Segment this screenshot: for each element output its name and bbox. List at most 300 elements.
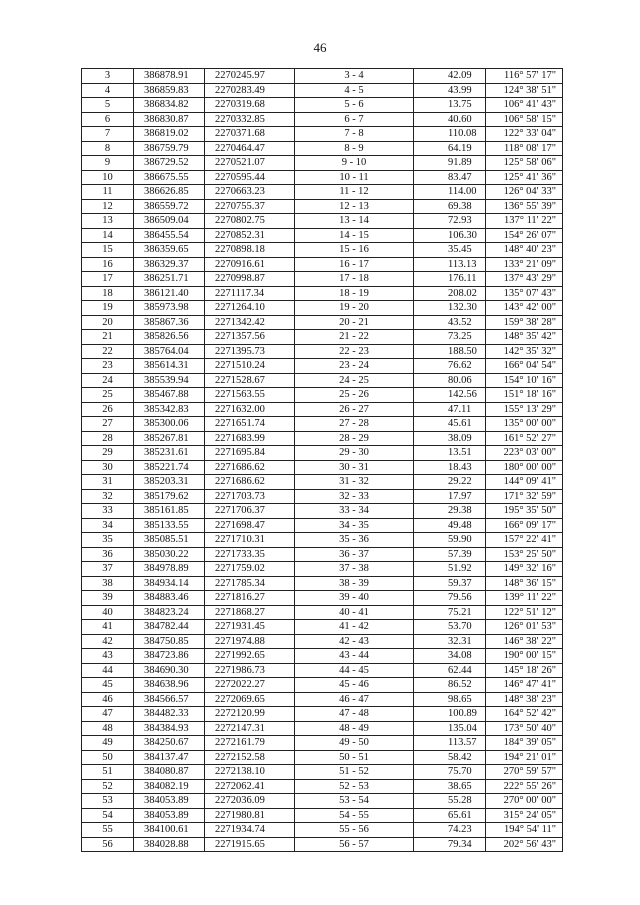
point-number-cell: 10: [82, 170, 134, 185]
length-cell: 64.19: [414, 141, 486, 156]
y-coordinate-cell: 2270755.37: [205, 199, 295, 214]
point-number-cell: 6: [82, 112, 134, 127]
length-cell: 75.21: [414, 605, 486, 620]
x-coordinate-cell: 384137.47: [134, 750, 205, 765]
length-cell: 73.25: [414, 330, 486, 345]
segment-cell: 8 - 9: [295, 141, 414, 156]
table-row: [82, 460, 563, 475]
point-number-cell: 22: [82, 344, 134, 359]
x-coordinate-cell: 385614.31: [134, 359, 205, 374]
bearing-cell: 142° 35' 32": [486, 344, 563, 359]
y-coordinate-cell: 2271931.45: [205, 620, 295, 635]
table-body: [82, 69, 563, 852]
x-coordinate-cell: 385179.62: [134, 489, 205, 504]
y-coordinate-cell: 2271706.37: [205, 504, 295, 519]
x-coordinate-cell: 385467.88: [134, 388, 205, 403]
table-row: [82, 605, 563, 620]
length-cell: 132.30: [414, 301, 486, 316]
point-number-cell: 54: [82, 808, 134, 823]
table-row: [82, 127, 563, 142]
segment-cell: 34 - 35: [295, 518, 414, 533]
x-coordinate-cell: 384823.24: [134, 605, 205, 620]
table-row: [82, 199, 563, 214]
bearing-cell: 180° 00' 00": [486, 460, 563, 475]
bearing-cell: 159° 38' 28": [486, 315, 563, 330]
bearing-cell: 151° 18' 16": [486, 388, 563, 403]
length-cell: 32.31: [414, 634, 486, 649]
y-coordinate-cell: 2271117.34: [205, 286, 295, 301]
length-cell: 72.93: [414, 214, 486, 229]
table-row: [82, 402, 563, 417]
table-row: [82, 475, 563, 490]
segment-cell: 49 - 50: [295, 736, 414, 751]
x-coordinate-cell: 386830.87: [134, 112, 205, 127]
length-cell: 110.08: [414, 127, 486, 142]
x-coordinate-cell: 384978.89: [134, 562, 205, 577]
segment-cell: 35 - 36: [295, 533, 414, 548]
x-coordinate-cell: 386859.83: [134, 83, 205, 98]
table-row: [82, 257, 563, 272]
x-coordinate-cell: 385539.94: [134, 373, 205, 388]
segment-cell: 56 - 57: [295, 837, 414, 852]
x-coordinate-cell: 385203.31: [134, 475, 205, 490]
table-row: [82, 576, 563, 591]
x-coordinate-cell: 384638.96: [134, 678, 205, 693]
length-cell: 79.34: [414, 837, 486, 852]
x-coordinate-cell: 386675.55: [134, 170, 205, 185]
table-row: [82, 301, 563, 316]
y-coordinate-cell: 2271528.67: [205, 373, 295, 388]
point-number-cell: 4: [82, 83, 134, 98]
point-number-cell: 35: [82, 533, 134, 548]
segment-cell: 55 - 56: [295, 823, 414, 838]
table-row: [82, 591, 563, 606]
bearing-cell: 126° 04' 33": [486, 185, 563, 200]
y-coordinate-cell: 2270332.85: [205, 112, 295, 127]
table-row: [82, 98, 563, 113]
y-coordinate-cell: 2270595.44: [205, 170, 295, 185]
bearing-cell: 148° 38' 23": [486, 692, 563, 707]
bearing-cell: 122° 51' 12": [486, 605, 563, 620]
table-row: [82, 837, 563, 852]
y-coordinate-cell: 2272138.10: [205, 765, 295, 780]
segment-cell: 42 - 43: [295, 634, 414, 649]
x-coordinate-cell: 385267.81: [134, 431, 205, 446]
segment-cell: 13 - 14: [295, 214, 414, 229]
bearing-cell: 166° 09' 17": [486, 518, 563, 533]
point-number-cell: 16: [82, 257, 134, 272]
table-row: [82, 721, 563, 736]
length-cell: 76.62: [414, 359, 486, 374]
table-row: [82, 634, 563, 649]
bearing-cell: 148° 40' 23": [486, 243, 563, 258]
x-coordinate-cell: 384690.30: [134, 663, 205, 678]
bearing-cell: 166° 04' 54": [486, 359, 563, 374]
bearing-cell: 153° 25' 50": [486, 547, 563, 562]
bearing-cell: 124° 38' 51": [486, 83, 563, 98]
length-cell: 53.70: [414, 620, 486, 635]
segment-cell: 20 - 21: [295, 315, 414, 330]
length-cell: 65.61: [414, 808, 486, 823]
bearing-cell: 133° 21' 09": [486, 257, 563, 272]
y-coordinate-cell: 2271510.24: [205, 359, 295, 374]
point-number-cell: 49: [82, 736, 134, 751]
segment-cell: 45 - 46: [295, 678, 414, 693]
table-row: [82, 170, 563, 185]
point-number-cell: 42: [82, 634, 134, 649]
x-coordinate-cell: 385973.98: [134, 301, 205, 316]
x-coordinate-cell: 384782.44: [134, 620, 205, 635]
segment-cell: 51 - 52: [295, 765, 414, 780]
length-cell: 58.42: [414, 750, 486, 765]
bearing-cell: 154° 10' 16": [486, 373, 563, 388]
x-coordinate-cell: 385300.06: [134, 417, 205, 432]
table-row: [82, 286, 563, 301]
x-coordinate-cell: 384053.89: [134, 808, 205, 823]
length-cell: 75.70: [414, 765, 486, 780]
y-coordinate-cell: 2272120.99: [205, 707, 295, 722]
y-coordinate-cell: 2271342.42: [205, 315, 295, 330]
x-coordinate-cell: 385085.51: [134, 533, 205, 548]
point-number-cell: 28: [82, 431, 134, 446]
bearing-cell: 195° 35' 50": [486, 504, 563, 519]
length-cell: 62.44: [414, 663, 486, 678]
y-coordinate-cell: 2272062.41: [205, 779, 295, 794]
point-number-cell: 8: [82, 141, 134, 156]
table-row: [82, 562, 563, 577]
length-cell: 29.22: [414, 475, 486, 490]
segment-cell: 36 - 37: [295, 547, 414, 562]
x-coordinate-cell: 385161.85: [134, 504, 205, 519]
length-cell: 17.97: [414, 489, 486, 504]
bearing-cell: 190° 00' 15": [486, 649, 563, 664]
length-cell: 59.37: [414, 576, 486, 591]
table-row: [82, 504, 563, 519]
point-number-cell: 31: [82, 475, 134, 490]
segment-cell: 32 - 33: [295, 489, 414, 504]
y-coordinate-cell: 2271264.10: [205, 301, 295, 316]
length-cell: 100.89: [414, 707, 486, 722]
x-coordinate-cell: 386834.82: [134, 98, 205, 113]
y-coordinate-cell: 2270521.07: [205, 156, 295, 171]
y-coordinate-cell: 2271785.34: [205, 576, 295, 591]
point-number-cell: 43: [82, 649, 134, 664]
y-coordinate-cell: 2270371.68: [205, 127, 295, 142]
x-coordinate-cell: 384883.46: [134, 591, 205, 606]
x-coordinate-cell: 386878.91: [134, 69, 205, 84]
bearing-cell: 122° 33' 04": [486, 127, 563, 142]
point-number-cell: 21: [82, 330, 134, 345]
length-cell: 80.06: [414, 373, 486, 388]
length-cell: 13.75: [414, 98, 486, 113]
segment-cell: 25 - 26: [295, 388, 414, 403]
table-row: [82, 779, 563, 794]
bearing-cell: 125° 41' 36": [486, 170, 563, 185]
length-cell: 43.99: [414, 83, 486, 98]
point-number-cell: 24: [82, 373, 134, 388]
point-number-cell: 9: [82, 156, 134, 171]
segment-cell: 6 - 7: [295, 112, 414, 127]
table-row: [82, 431, 563, 446]
segment-cell: 14 - 15: [295, 228, 414, 243]
segment-cell: 44 - 45: [295, 663, 414, 678]
length-cell: 113.13: [414, 257, 486, 272]
point-number-cell: 52: [82, 779, 134, 794]
table-row: [82, 214, 563, 229]
table-row: [82, 185, 563, 200]
point-number-cell: 7: [82, 127, 134, 142]
y-coordinate-cell: 2270464.47: [205, 141, 295, 156]
bearing-cell: 155° 13' 29": [486, 402, 563, 417]
point-number-cell: 39: [82, 591, 134, 606]
x-coordinate-cell: 386729.52: [134, 156, 205, 171]
table-row: [82, 228, 563, 243]
y-coordinate-cell: 2271695.84: [205, 446, 295, 461]
segment-cell: 7 - 8: [295, 127, 414, 142]
length-cell: 13.51: [414, 446, 486, 461]
point-number-cell: 51: [82, 765, 134, 780]
point-number-cell: 32: [82, 489, 134, 504]
table-row: [82, 808, 563, 823]
table-row: [82, 765, 563, 780]
x-coordinate-cell: 384750.85: [134, 634, 205, 649]
x-coordinate-cell: 386509.04: [134, 214, 205, 229]
x-coordinate-cell: 384250.67: [134, 736, 205, 751]
y-coordinate-cell: 2272161.79: [205, 736, 295, 751]
y-coordinate-cell: 2271563.55: [205, 388, 295, 403]
point-number-cell: 29: [82, 446, 134, 461]
length-cell: 59.90: [414, 533, 486, 548]
length-cell: 98.65: [414, 692, 486, 707]
x-coordinate-cell: 386819.02: [134, 127, 205, 142]
bearing-cell: 146° 47' 41": [486, 678, 563, 693]
x-coordinate-cell: 385133.55: [134, 518, 205, 533]
table-row: [82, 649, 563, 664]
segment-cell: 26 - 27: [295, 402, 414, 417]
point-number-cell: 41: [82, 620, 134, 635]
segment-cell: 50 - 51: [295, 750, 414, 765]
x-coordinate-cell: 384100.61: [134, 823, 205, 838]
y-coordinate-cell: 2270802.75: [205, 214, 295, 229]
x-coordinate-cell: 386121.40: [134, 286, 205, 301]
segment-cell: 38 - 39: [295, 576, 414, 591]
bearing-cell: 118° 08' 17": [486, 141, 563, 156]
point-number-cell: 56: [82, 837, 134, 852]
segment-cell: 31 - 32: [295, 475, 414, 490]
length-cell: 29.38: [414, 504, 486, 519]
table-row: [82, 533, 563, 548]
segment-cell: 23 - 24: [295, 359, 414, 374]
y-coordinate-cell: 2270663.23: [205, 185, 295, 200]
x-coordinate-cell: 385231.61: [134, 446, 205, 461]
segment-cell: 17 - 18: [295, 272, 414, 287]
bearing-cell: 315° 24' 05": [486, 808, 563, 823]
point-number-cell: 19: [82, 301, 134, 316]
segment-cell: 28 - 29: [295, 431, 414, 446]
length-cell: 55.28: [414, 794, 486, 809]
segment-cell: 52 - 53: [295, 779, 414, 794]
bearing-cell: 116° 57' 17": [486, 69, 563, 84]
length-cell: 38.65: [414, 779, 486, 794]
table-row: [82, 489, 563, 504]
point-number-cell: 23: [82, 359, 134, 374]
bearing-cell: 106° 58' 15": [486, 112, 563, 127]
segment-cell: 29 - 30: [295, 446, 414, 461]
page-number: 46: [313, 40, 327, 55]
y-coordinate-cell: 2270319.68: [205, 98, 295, 113]
x-coordinate-cell: 384723.86: [134, 649, 205, 664]
segment-cell: 48 - 49: [295, 721, 414, 736]
segment-cell: 18 - 19: [295, 286, 414, 301]
length-cell: 43.52: [414, 315, 486, 330]
length-cell: 34.08: [414, 649, 486, 664]
y-coordinate-cell: 2272069.65: [205, 692, 295, 707]
segment-cell: 11 - 12: [295, 185, 414, 200]
table-row: [82, 446, 563, 461]
x-coordinate-cell: 385764.04: [134, 344, 205, 359]
point-number-cell: 18: [82, 286, 134, 301]
bearing-cell: 137° 11' 22": [486, 214, 563, 229]
y-coordinate-cell: 2271992.65: [205, 649, 295, 664]
y-coordinate-cell: 2271683.99: [205, 431, 295, 446]
y-coordinate-cell: 2271395.73: [205, 344, 295, 359]
y-coordinate-cell: 2271703.73: [205, 489, 295, 504]
y-coordinate-cell: 2271651.74: [205, 417, 295, 432]
point-number-cell: 34: [82, 518, 134, 533]
length-cell: 40.60: [414, 112, 486, 127]
point-number-cell: 15: [82, 243, 134, 258]
bearing-cell: 106° 41' 43": [486, 98, 563, 113]
point-number-cell: 26: [82, 402, 134, 417]
bearing-cell: 145° 18' 26": [486, 663, 563, 678]
bearing-cell: 137° 43' 29": [486, 272, 563, 287]
length-cell: 188.50: [414, 344, 486, 359]
segment-cell: 10 - 11: [295, 170, 414, 185]
segment-cell: 54 - 55: [295, 808, 414, 823]
x-coordinate-cell: 384028.88: [134, 837, 205, 852]
table-row: [82, 823, 563, 838]
y-coordinate-cell: 2271868.27: [205, 605, 295, 620]
x-coordinate-cell: 386559.72: [134, 199, 205, 214]
table-row: [82, 750, 563, 765]
point-number-cell: 50: [82, 750, 134, 765]
x-coordinate-cell: 385221.74: [134, 460, 205, 475]
length-cell: 114.00: [414, 185, 486, 200]
point-number-cell: 5: [82, 98, 134, 113]
x-coordinate-cell: 386359.65: [134, 243, 205, 258]
y-coordinate-cell: 2271934.74: [205, 823, 295, 838]
point-number-cell: 11: [82, 185, 134, 200]
segment-cell: 46 - 47: [295, 692, 414, 707]
table-row: [82, 272, 563, 287]
y-coordinate-cell: 2270852.31: [205, 228, 295, 243]
length-cell: 83.47: [414, 170, 486, 185]
y-coordinate-cell: 2270898.18: [205, 243, 295, 258]
length-cell: 91.89: [414, 156, 486, 171]
x-coordinate-cell: 384934.14: [134, 576, 205, 591]
table-row: [82, 736, 563, 751]
point-number-cell: 14: [82, 228, 134, 243]
point-number-cell: 55: [82, 823, 134, 838]
length-cell: 86.52: [414, 678, 486, 693]
y-coordinate-cell: 2271357.56: [205, 330, 295, 345]
table-row: [82, 620, 563, 635]
bearing-cell: 126° 01' 53": [486, 620, 563, 635]
y-coordinate-cell: 2272147.31: [205, 721, 295, 736]
y-coordinate-cell: 2271986.73: [205, 663, 295, 678]
segment-cell: 19 - 20: [295, 301, 414, 316]
x-coordinate-cell: 385826.56: [134, 330, 205, 345]
bearing-cell: 148° 36' 15": [486, 576, 563, 591]
bearing-cell: 136° 55' 39": [486, 199, 563, 214]
point-number-cell: 48: [82, 721, 134, 736]
point-number-cell: 46: [82, 692, 134, 707]
table-row: [82, 707, 563, 722]
table-row: [82, 141, 563, 156]
y-coordinate-cell: 2271686.62: [205, 460, 295, 475]
y-coordinate-cell: 2272022.27: [205, 678, 295, 693]
x-coordinate-cell: 384566.57: [134, 692, 205, 707]
y-coordinate-cell: 2272036.09: [205, 794, 295, 809]
x-coordinate-cell: 386251.71: [134, 272, 205, 287]
bearing-cell: 148° 35' 42": [486, 330, 563, 345]
y-coordinate-cell: 2271816.27: [205, 591, 295, 606]
segment-cell: 21 - 22: [295, 330, 414, 345]
segment-cell: 22 - 23: [295, 344, 414, 359]
length-cell: 176.11: [414, 272, 486, 287]
bearing-cell: 223° 03' 00": [486, 446, 563, 461]
table-row: [82, 83, 563, 98]
y-coordinate-cell: 2270245.97: [205, 69, 295, 84]
bearing-cell: 146° 38' 22": [486, 634, 563, 649]
y-coordinate-cell: 2271632.00: [205, 402, 295, 417]
length-cell: 38.09: [414, 431, 486, 446]
point-number-cell: 47: [82, 707, 134, 722]
bearing-cell: 139° 11' 22": [486, 591, 563, 606]
length-cell: 74.23: [414, 823, 486, 838]
segment-cell: 53 - 54: [295, 794, 414, 809]
y-coordinate-cell: 2271710.31: [205, 533, 295, 548]
segment-cell: 30 - 31: [295, 460, 414, 475]
length-cell: 208.02: [414, 286, 486, 301]
y-coordinate-cell: 2272152.58: [205, 750, 295, 765]
length-cell: 57.39: [414, 547, 486, 562]
y-coordinate-cell: 2271980.81: [205, 808, 295, 823]
bearing-cell: 143° 42' 00": [486, 301, 563, 316]
point-number-cell: 33: [82, 504, 134, 519]
point-number-cell: 27: [82, 417, 134, 432]
segment-cell: 47 - 48: [295, 707, 414, 722]
length-cell: 18.43: [414, 460, 486, 475]
segment-cell: 33 - 34: [295, 504, 414, 519]
x-coordinate-cell: 385867.36: [134, 315, 205, 330]
coordinates-table: [81, 68, 563, 852]
segment-cell: 16 - 17: [295, 257, 414, 272]
y-coordinate-cell: 2270283.49: [205, 83, 295, 98]
length-cell: 35.45: [414, 243, 486, 258]
table-row: [82, 315, 563, 330]
point-number-cell: 20: [82, 315, 134, 330]
x-coordinate-cell: 384053.89: [134, 794, 205, 809]
length-cell: 49.48: [414, 518, 486, 533]
y-coordinate-cell: 2271733.35: [205, 547, 295, 562]
bearing-cell: 222° 55' 26": [486, 779, 563, 794]
table-row: [82, 156, 563, 171]
segment-cell: 12 - 13: [295, 199, 414, 214]
table-row: [82, 388, 563, 403]
segment-cell: 39 - 40: [295, 591, 414, 606]
point-number-cell: 40: [82, 605, 134, 620]
